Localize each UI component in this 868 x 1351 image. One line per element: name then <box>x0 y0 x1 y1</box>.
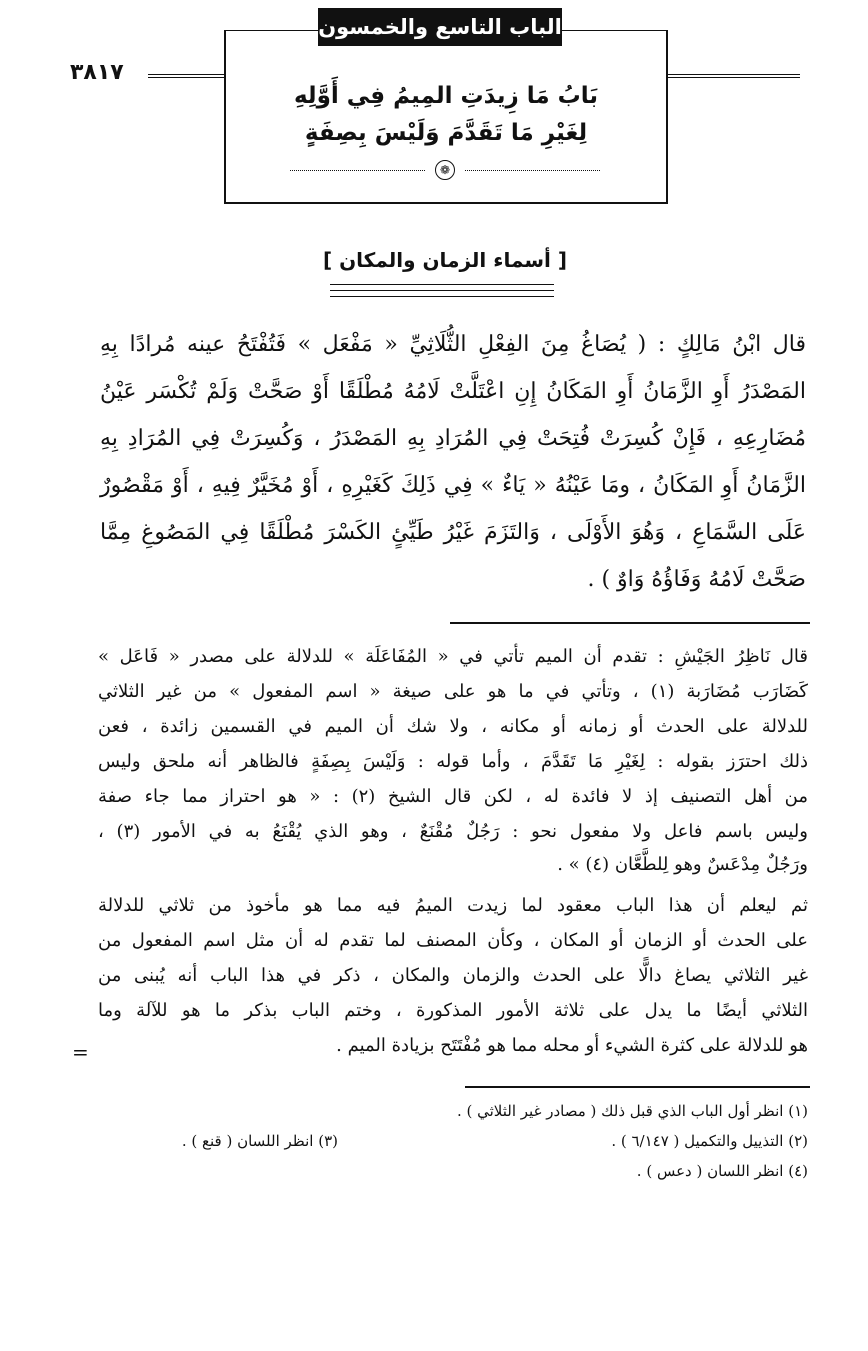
footnote: (٢) التذييل والتكميل ( ٦/١٤٧ ) . <box>611 1132 808 1150</box>
text-line: وليس باسم فاعل ولا مفعول نحو : رَجُلٌ مُقْنَعٌ ، وهو الذي يُقْنَعُ به في الأمور (٣) ، <box>98 821 808 842</box>
header-rule <box>668 74 800 78</box>
section-heading: [ أسماء الزمان والمكان ] <box>323 248 567 272</box>
footnote-separator <box>465 1086 810 1088</box>
text-line: مُضَارِعِهِ ، فَإِنْ كُسِرَتْ فُتِحَتْ فِي المُرَادِ بِهِ المَصْدَرُ ، وَكُسِرَتْ فِي المُرَادِ بِهِ <box>100 426 806 451</box>
footnote: (٣) انظر اللسان ( قنع ) . <box>181 1132 338 1150</box>
text-line: قال ابْنُ مَالِكٍ : ( يُصَاغُ مِنَ الفِعْلِ الثُّلَاثِيِّ « مَفْعَل » فَتُفْتَحُ عينه مُرادًا بِهِ <box>100 332 806 357</box>
footnote: (٤) انظر اللسان ( دعس ) . <box>636 1162 808 1180</box>
heading-underline <box>330 296 554 297</box>
text-line: ذلك احترَز بقوله : لِغَيْرِ مَا تَقَدَّمَ ، وأما قوله : وَلَيْسَ بِصِفَةٍ فالظاهر أنه ملحق وليس <box>98 751 808 772</box>
text-line: صَحَّتْ لَامُهُ وَفَاؤُهُ وَاوٌ ) . <box>587 567 806 592</box>
page-number-rule <box>148 74 224 78</box>
chapter-title <box>240 78 652 152</box>
text-line: كَضَارَب مُضَارَبة (١) ، وتأتي في ما هو على صيغة « اسم المفعول » من غير الثلاثي <box>98 681 808 702</box>
text-line: ورَجُلٌ مِدْعَسٌ وهو لِلطَّعَّان (٤) » . <box>557 854 808 875</box>
chapter-title-line: لِغَيْرِ مَا تَقَدَّمَ وَلَيْسَ بِصِفَةٍ <box>304 120 588 146</box>
chapter-label: الباب التاسع والخمسون <box>318 8 562 46</box>
text-line: الثلاثي أيضًا ما يدل على ثلاثة الأمور المذكورة ، وختم الباب بذكر ما هو للآلة وما <box>98 1000 808 1021</box>
text-line: عَلَى السَّمَاعِ ، وَهُوَ الأَوْلَى ، وَالتَزَمَ غَيْرُ طَيِّئٍ الكَسْرَ مُطْلَقًا فِي المَصُوغِ مِمَّا <box>100 520 806 545</box>
text-line: الزَّمَانُ أَوِ المَكَانُ ، ومَا عَيْنُهُ « يَاءٌ » فِي ذَلِكَ كَغَيْرِهِ ، أَوْ مُخَيَّرٌ فِيهِ ، أَوْ مَقْصُورٌ <box>100 473 806 498</box>
text-line: غير الثلاثي يصاغ دالًّا على الحدث والزمان والمكان ، ذكر في هذا الباب أنه يُبنى من <box>98 965 808 986</box>
divider-line <box>465 170 600 171</box>
text-line: المَصْدَرُ أَوِ الزَّمَانُ أَوِ المَكَانُ إِنِ اعْتَلَّتْ لَامُهُ مُطْلَقًا أَوْ صَحَّتْ وَلَمْ تُكْسَر عَيْنُ <box>100 379 806 404</box>
text-line: على الحدث أو الزمان أو المكان ، وكأن المصنف لما تقدم له أن مثل اسم المفعول من <box>98 930 808 951</box>
text-line: قال نَاظِرُ الجَيْشِ : تقدم أن الميم تأتي في « المُفَاعَلَة » للدلالة على مصدر « فَاعَل » <box>98 646 808 667</box>
divider-line <box>290 170 425 171</box>
section-separator <box>450 622 810 624</box>
text-line: هو للدلالة على كثرة الشيء أو محله مما هو مُفْتَتَح بزيادة الميم . <box>336 1035 808 1056</box>
heading-underline <box>330 290 554 291</box>
text-line: ثم ليعلم أن هذا الباب معقود لما زيدت الميمُ فيه مما هو مأخوذ من ثلاثي للدلالة <box>98 895 808 916</box>
continuation-mark: = <box>72 1040 89 1064</box>
text-line: من أهل التصنيف إذ لا فائدة له ، لكن قال الشيخ (٢) : « هو احتراز مما جاء صفة <box>98 786 808 807</box>
heading-underline <box>330 284 554 285</box>
rosette-icon: ❁ <box>435 160 455 180</box>
text-line: للدلالة على الحدث أو زمانه أو مكانه ، ولا شك أن الميم في القسمين زائدة ، فعن <box>98 716 808 737</box>
ornament-divider <box>290 160 600 180</box>
chapter-title-line: بَابُ مَا زِيدَتِ المِيمُ فِي أَوَّلِهِ <box>293 83 599 109</box>
page-number: ٣٨١٧ <box>70 60 124 85</box>
footnote: (١) انظر أول الباب الذي قبل ذلك ( مصادر غير الثلاثي ) . <box>456 1102 808 1120</box>
